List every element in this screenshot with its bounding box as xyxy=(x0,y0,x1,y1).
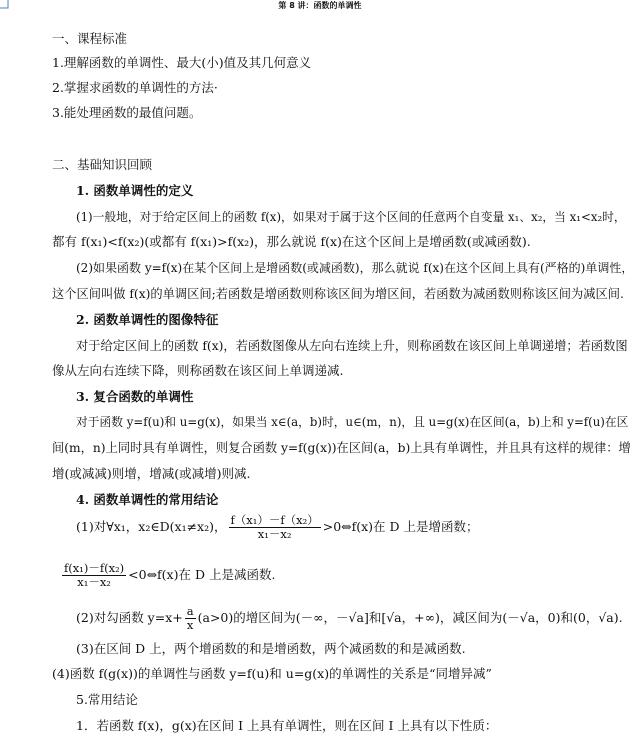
conclusion-1 xyxy=(76,512,479,542)
conclusion-2-prefix: (2)对勾函数 y=x+ xyxy=(76,610,183,625)
subheading-graph-features: 2. 函数单调性的图像特征 xyxy=(76,312,219,327)
standard-item-1: 1.理解函数的单调性、最大(小)值及其几何意义 xyxy=(52,55,312,70)
fraction-denominator: x xyxy=(186,618,194,632)
fraction-denominator: x₁－x₂ xyxy=(257,527,292,541)
conclusion-2 xyxy=(76,603,623,633)
section-heading-standards: 一、课程标准 xyxy=(52,31,128,46)
fraction-difference-quotient xyxy=(229,514,321,541)
conclusion-2-suffix: (a>0)的增区间为(－∞，－√a]和[√a，+∞)，减区间为(－√a，0)和(0，√a). xyxy=(197,610,623,625)
definition-line-4: 这个区间叫做 f(x)的单调区间;若函数是增函数则称该区间为增区间，若函数为减函数则称该区间为减区间. xyxy=(52,287,624,301)
standard-item-2: 2.掌握求函数的单调性的方法· xyxy=(52,80,218,95)
subheading-composite: 3. 复合函数的单调性 xyxy=(76,389,194,404)
fraction-denominator: x₁－x₂ xyxy=(77,575,111,589)
conclusion-3: (3)在区间 D 上，两个增函数的和是增函数，两个减函数的和是减函数. xyxy=(76,641,466,656)
subheading-definition: 1. 函数单调性的定义 xyxy=(76,183,194,198)
composite-line-2: 间(m，n)上同时具有单调性，则复合函数 y=f(g(x))在区间(a，b)上具有单调性，并且具有这样的规律：增 xyxy=(52,441,631,455)
composite-line-1: 对于函数 y=f(u)和 u=g(x)，如果当 x∈(a，b)时，u∈(m，n)，且 u=g(x)在区间(a，b)上和 y=f(u)在区 xyxy=(76,415,629,429)
section-heading-basics: 二、基础知识回顾 xyxy=(52,157,153,172)
conclusion-1-prefix: (1)对∀x₁，x₂∈D(x₁≠x₂)， xyxy=(76,519,227,534)
page-title: 第 8 讲：函数的单调性 xyxy=(278,1,362,10)
fraction-numerator: f（x₁）－f（x₂） xyxy=(230,513,319,527)
common-results-line-1: 1．若函数 f(x)，g(x)在区间 I 上具有单调性，则在区间 I 上具有以下性质： xyxy=(76,718,498,733)
definition-line-3: (2)如果函数 y=f(x)在某个区间上是增函数(或减函数)，那么就说 f(x)在这个区间上具有(严格的)单调性， xyxy=(76,261,634,275)
standard-item-3: 3.能处理函数的最值问题。 xyxy=(52,105,202,120)
subheading-common-results: 5.常用结论 xyxy=(76,692,138,707)
fraction-a-over-x xyxy=(185,605,196,632)
fraction-numerator: a xyxy=(186,604,194,618)
graph-line-1: 对于给定区间上的函数 f(x)，若函数图像从左向右连续上升，则称函数在该区间上单调递增；若函数图 xyxy=(76,339,628,353)
subheading-conclusions: 4. 函数单调性的常用结论 xyxy=(76,492,219,507)
conclusion-1b-suffix: <0⇔f(x)在 D 上是减函数. xyxy=(128,567,276,582)
definition-line-1: (1)一般地，对于给定区间上的函数 f(x)，如果对于属于这个区间的任意两个自变量 x₁、x₂，当 x₁<x₂时， xyxy=(76,210,626,224)
composite-line-3: 增(或减减)则增，增减(或减增)则减. xyxy=(52,466,251,481)
conclusion-4: (4)函数 f(g(x))的单调性与函数 y=f(u)和 u=g(x)的单调性的关系是“同增异减” xyxy=(52,666,492,681)
fraction-difference-quotient-2 xyxy=(62,562,126,589)
conclusion-1-suffix: >0⇔f(x)在 D 上是增函数； xyxy=(322,519,479,534)
conclusion-1b xyxy=(60,560,275,590)
graph-line-2: 像从左向右连续下降，则称函数在该区间上单调递减. xyxy=(52,363,344,378)
fraction-numerator: f(x₁)－f(x₂) xyxy=(64,561,125,575)
definition-line-2: 都有 f(x₁)<f(x₂)(或都有 f(x₁)>f(x₂)，那么就说 f(x)在这个区间上是增函数(或减函数). xyxy=(52,234,531,249)
